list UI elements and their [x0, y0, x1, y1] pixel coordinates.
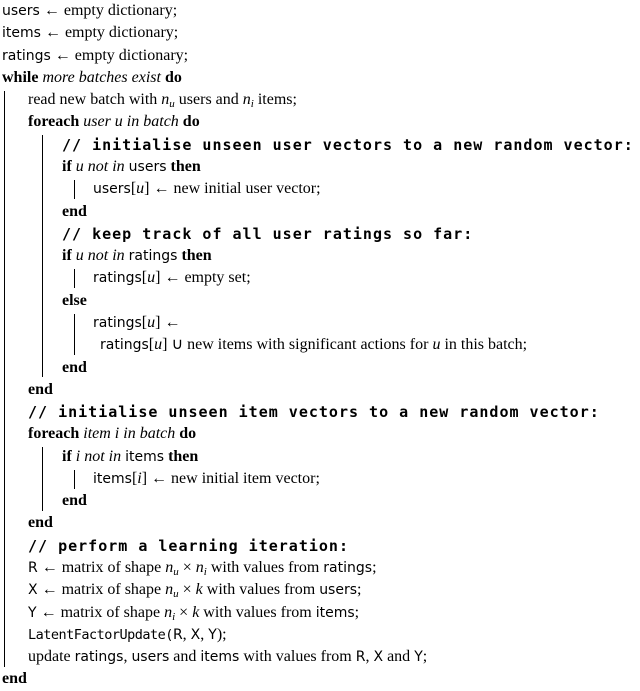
code-segment: ] ← new initial user vector; — [144, 180, 321, 198]
block-rule — [74, 470, 76, 489]
code-segment: end — [62, 492, 87, 510]
code-segment: do — [160, 68, 182, 86]
code-segment: ← empty dictionary; — [40, 24, 179, 42]
code-line-9 — [0, 178, 640, 200]
code-segment: i — [172, 610, 176, 623]
code-line-17 — [0, 357, 640, 379]
code-segment: i not in — [75, 447, 126, 465]
block-rule — [74, 180, 76, 199]
code-segment: then — [166, 157, 201, 175]
code-segment: Y — [414, 649, 423, 666]
code-segment: read new batch with — [28, 91, 162, 109]
code-segment: X — [190, 626, 201, 643]
code-segment: ratings — [74, 649, 124, 666]
code-segment: × — [178, 581, 196, 599]
code-segment: users and — [174, 91, 243, 109]
code-segment: ] ∪ new items with significant actions for — [162, 336, 433, 354]
code-segment: ] ← new initial item vector; — [141, 469, 320, 487]
code-line-26 — [0, 557, 640, 579]
code-segment: [ — [148, 336, 155, 354]
block-rule — [74, 314, 76, 356]
code-segment: u not in — [75, 157, 129, 175]
code-segment: u — [432, 336, 441, 354]
code-segment: user u in batch — [83, 113, 179, 131]
code-segment: items — [315, 604, 355, 621]
code-segment: ratings — [93, 314, 142, 331]
code-line-24 — [0, 512, 640, 534]
code-segment: ] ← — [155, 313, 181, 331]
code-segment: end — [62, 202, 87, 220]
code-segment: items — [125, 448, 165, 465]
code-segment: u — [173, 566, 179, 579]
code-segment: foreach — [28, 113, 84, 131]
code-segment: n — [242, 91, 251, 109]
code-segment: X — [28, 582, 38, 599]
code-segment: items — [93, 470, 132, 487]
code-segment: ratings — [93, 270, 142, 287]
code-segment: in this batch; — [440, 336, 528, 354]
code-segment: ← empty dictionary; — [50, 46, 189, 64]
code-segment: ratings — [323, 560, 373, 577]
code-segment: n — [165, 559, 174, 577]
code-segment: u — [136, 180, 145, 198]
code-segment: // initialise unseen item vectors to a new random vector: — [28, 403, 600, 422]
code-segment: ← empty dictionary; — [39, 2, 178, 19]
code-segment: items — [2, 25, 41, 42]
code-segment: end — [28, 380, 53, 398]
code-segment: users — [131, 649, 170, 666]
code-line-28 — [0, 602, 640, 624]
code-segment: do — [175, 425, 197, 443]
code-segment: X — [373, 649, 384, 666]
code-segment: items; — [253, 91, 297, 109]
code-line-15 — [0, 312, 640, 334]
code-segment: if — [62, 247, 76, 265]
code-segment: × — [175, 603, 193, 621]
code-segment: n — [165, 581, 174, 599]
code-line-5 — [0, 89, 640, 111]
code-line-1 — [0, 0, 640, 22]
code-line-8 — [0, 156, 640, 178]
block-rule — [74, 269, 76, 288]
code-segment: users — [128, 158, 167, 175]
code-segment: ; — [422, 648, 428, 666]
code-line-10 — [0, 201, 640, 223]
code-segment: items — [200, 649, 240, 666]
code-line-20 — [0, 423, 640, 445]
code-segment: users — [93, 181, 131, 198]
code-segment: i — [203, 566, 207, 579]
code-segment: ← matrix of shape — [37, 559, 166, 577]
code-segment: with values from — [206, 559, 324, 577]
code-segment: more batches exist — [42, 68, 161, 86]
code-segment: ; — [357, 581, 362, 599]
code-segment: and — [383, 648, 415, 666]
code-line-2 — [0, 22, 640, 44]
code-segment: Y — [208, 626, 217, 643]
code-segment: item i in batch — [83, 425, 176, 443]
code-segment: ratings — [100, 337, 149, 354]
code-segment: end — [62, 358, 87, 376]
code-segment: , — [123, 648, 132, 666]
code-segment: Y — [28, 604, 37, 621]
code-line-23 — [0, 490, 640, 512]
code-line-27 — [0, 579, 640, 601]
code-line-30 — [0, 646, 640, 668]
code-segment: update — [28, 648, 75, 666]
code-segment: with values from — [202, 581, 320, 599]
code-segment: ratings — [128, 248, 178, 265]
code-line-14 — [0, 290, 640, 312]
code-line-4 — [0, 67, 640, 89]
code-segment: if — [62, 157, 76, 175]
code-segment: ← matrix of shape — [37, 581, 166, 599]
code-segment: then — [164, 447, 199, 465]
code-segment: u not in — [75, 247, 129, 265]
code-segment: i — [137, 469, 142, 487]
code-segment: // perform a learning iteration: — [28, 536, 349, 555]
block-rule — [42, 135, 44, 377]
code-segment: do — [178, 113, 200, 131]
code-line-11 — [0, 223, 640, 245]
code-segment: // keep track of all user ratings so far: — [62, 224, 474, 243]
code-segment: R — [172, 626, 183, 643]
code-segment: ; — [354, 603, 360, 621]
code-segment: and — [169, 648, 201, 666]
code-segment: if — [62, 447, 76, 465]
code-segment: n — [161, 91, 170, 109]
code-segment: u — [147, 269, 156, 287]
code-segment: // initialise unseen user vectors to a new random vector: — [62, 135, 634, 154]
code-line-7 — [0, 134, 640, 156]
code-segment: ; — [372, 559, 377, 577]
code-segment: u — [173, 588, 179, 601]
code-segment: [ — [141, 269, 148, 287]
code-line-13 — [0, 267, 640, 289]
code-segment: while — [2, 68, 43, 86]
code-segment: ratings — [2, 47, 51, 64]
code-segment: k — [195, 581, 203, 599]
code-segment: , — [182, 625, 191, 643]
code-line-21 — [0, 446, 640, 468]
code-segment: end — [28, 514, 53, 532]
block-rule — [42, 447, 44, 511]
code-segment: [ — [130, 180, 137, 198]
code-segment: , — [365, 648, 374, 666]
code-segment: with values from — [199, 603, 316, 621]
code-segment: LatentFactorUpdate( — [28, 626, 173, 643]
code-segment: users — [319, 582, 358, 599]
code-segment: else — [62, 291, 87, 309]
code-line-25 — [0, 535, 640, 557]
code-segment: [ — [131, 469, 138, 487]
code-line-12 — [0, 245, 640, 267]
code-segment: n — [195, 559, 204, 577]
code-segment: ] ← empty set; — [155, 269, 251, 287]
code-line-19 — [0, 401, 640, 423]
code-segment: [ — [141, 313, 148, 331]
code-segment: with values from — [239, 648, 356, 666]
code-segment: u — [147, 313, 156, 331]
code-segment: R — [355, 649, 366, 666]
code-segment: n — [164, 603, 173, 621]
code-line-6 — [0, 111, 640, 133]
code-segment: ← matrix of shape — [36, 603, 165, 621]
code-segment: ); — [216, 625, 227, 643]
code-segment: then — [177, 247, 212, 265]
code-segment: end — [2, 670, 27, 688]
code-segment: , — [200, 625, 209, 643]
code-line-31 — [0, 668, 640, 690]
code-segment: k — [192, 603, 200, 621]
code-segment: u — [154, 336, 163, 354]
code-line-3 — [0, 45, 640, 67]
code-segment: users — [2, 3, 40, 19]
code-segment: × — [178, 559, 196, 577]
block-rule — [4, 91, 6, 668]
code-line-22 — [0, 468, 640, 490]
code-segment: foreach — [28, 425, 84, 443]
code-segment: i — [250, 98, 254, 111]
code-segment: R — [28, 560, 38, 577]
code-line-18 — [0, 379, 640, 401]
code-line-16 — [0, 334, 640, 356]
code-segment: u — [169, 98, 175, 111]
code-line-29 — [0, 624, 640, 646]
